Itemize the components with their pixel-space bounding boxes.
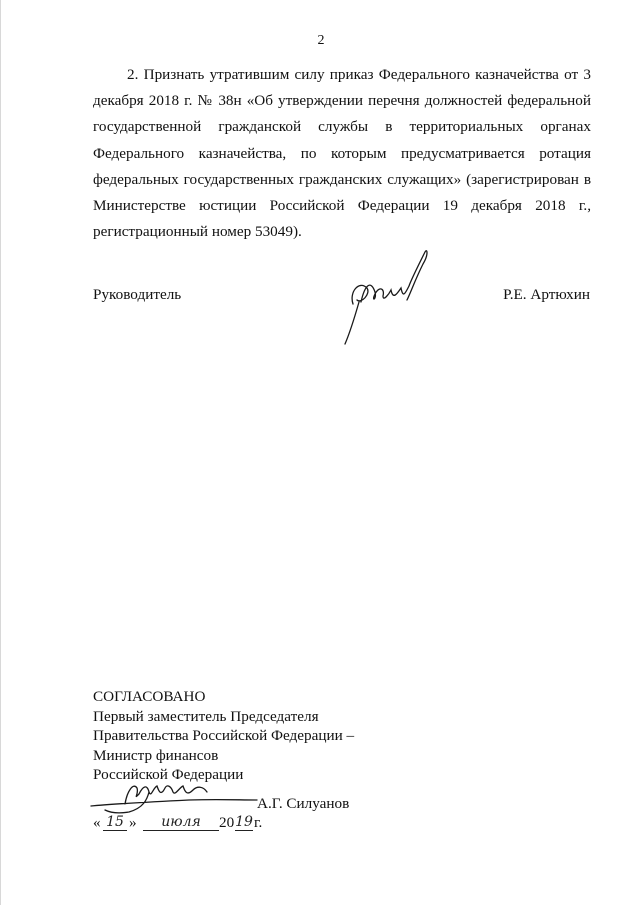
signer-name: Р.Е. Артюхин	[503, 286, 590, 303]
date-month: июля	[143, 814, 219, 831]
approval-position-line-1: Первый заместитель Председателя	[93, 707, 319, 725]
date-open-quote: «	[93, 814, 101, 831]
minister-signature	[89, 770, 259, 820]
approval-signer-name: А.Г. Силуанов	[257, 795, 350, 812]
approval-heading: СОГЛАСОВАНО	[93, 688, 206, 705]
handwritten-signature-head	[331, 244, 441, 354]
signer-title: Руководитель	[93, 286, 182, 303]
paragraph-repeal: 2. Признать утратившим силу приказ Федерального казначейства от 3 декабря 2018 г. № 38н «Об утверждении перечня должностей федеральной государственной гражданской службы в территориальных органах Федерального казначейства, по которым предусматривается ротация федеральных государственных гражданских служащих» (зарегистрирован в Министерстве юстиции Российской Федерации 19 декабря 2018 г., регистрационный номер 53049).	[93, 66, 591, 241]
approval-position-line-3: Министр финансов	[93, 746, 219, 764]
date-year-prefix: 20	[219, 814, 235, 831]
approval-position-line-2: Правительства Российской Федерации –	[93, 727, 355, 745]
date-year-suffix: 19	[235, 814, 253, 830]
page-number: 2	[317, 33, 325, 48]
date-close-quote: »	[129, 814, 137, 831]
approval-date	[93, 814, 293, 836]
date-day: 15	[103, 814, 127, 831]
approval-position-line-4: Российской Федерации	[93, 766, 244, 784]
date-suffix: г.	[254, 814, 263, 831]
